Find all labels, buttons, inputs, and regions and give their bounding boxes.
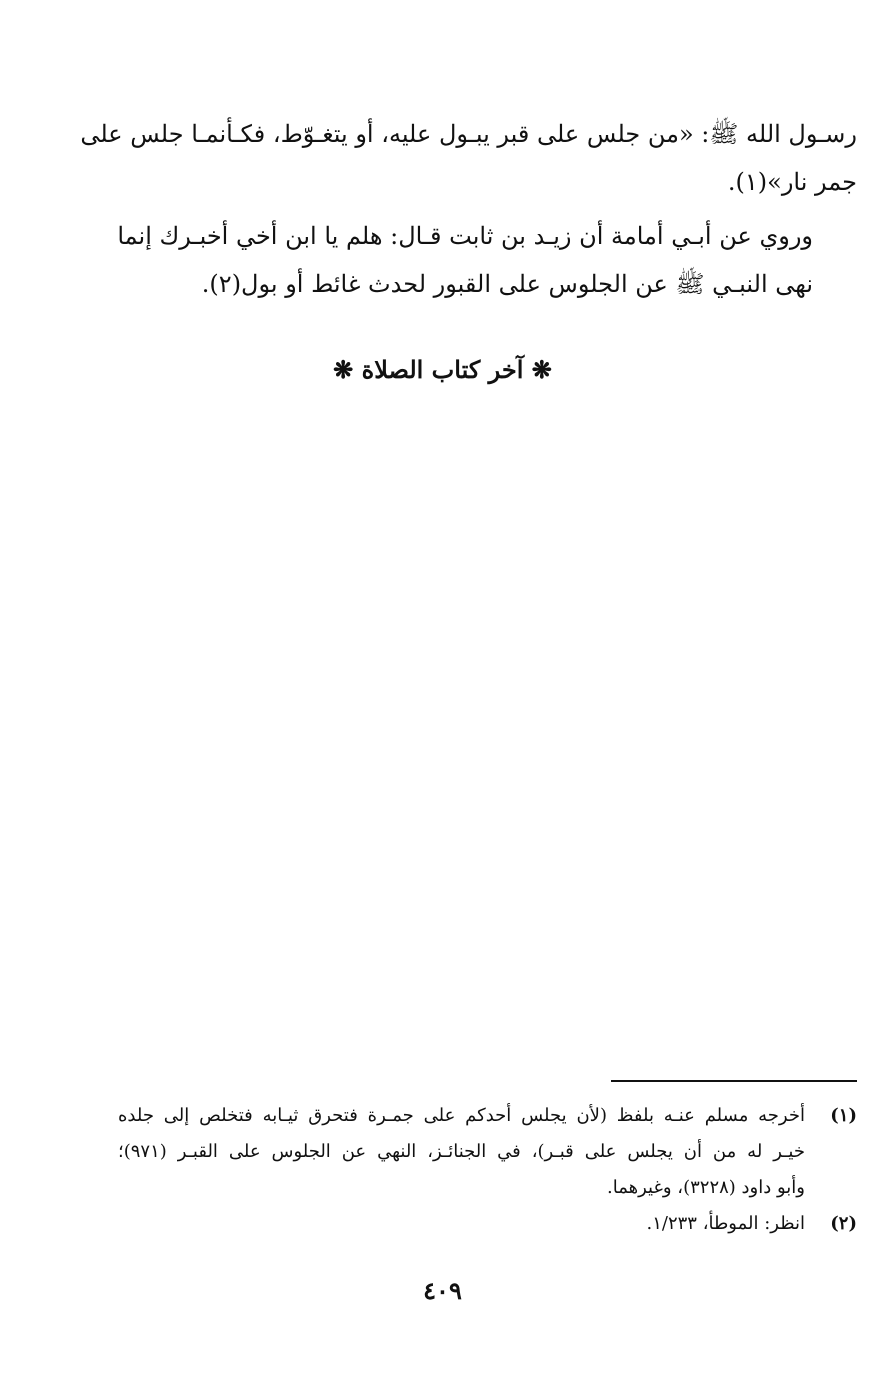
footnote-line: انظر: الموطأ، ١/٢٣٣.	[646, 1213, 805, 1234]
footnote-2	[118, 1206, 857, 1242]
text-line: جمر نار»(١).	[727, 168, 857, 196]
footnote-line: خيـر له من أن يجلس على قبـر)، في الجنائـز، النهي عن الجلوس على القبـر (٩٧١)؛	[118, 1141, 805, 1162]
footnote-line: وأبو داود (٣٢٢٨)، وغيرهما.	[606, 1177, 805, 1198]
footnote-divider	[611, 1080, 857, 1082]
section-end-heading: ❋ آخر كتاب الصلاة ❋	[333, 355, 552, 384]
page-number: ٤٠٩	[423, 1276, 462, 1305]
footnotes	[118, 1098, 857, 1242]
text-line: وروي عن أبـي أمامة أن زيـد بن ثابت قـال: هلم يا ابن أخي أخبـرك إنما	[117, 222, 813, 250]
main-text	[80, 110, 857, 314]
paragraph-hadith	[80, 110, 857, 206]
text-line: رسـول الله ﷺ: «من جلس على قبر يبـول عليه، أو يتغـوّط، فكـأنمـا جلس على	[80, 120, 857, 148]
footnote-line: أخرجه مسلم عنـه بلفظ (لأن يجلس أحدكم على جمـرة فتحرق ثيـابه فتخلص إلى جلده	[118, 1105, 805, 1126]
footnote-1	[118, 1098, 857, 1206]
text-line: نهى النبـي ﷺ عن الجلوس على القبور لحدث غائط أو بول(٢).	[201, 270, 813, 298]
footnote-number: (٢)	[830, 1213, 857, 1234]
paragraph-narration	[118, 212, 857, 308]
footnote-number: (١)	[830, 1105, 857, 1126]
